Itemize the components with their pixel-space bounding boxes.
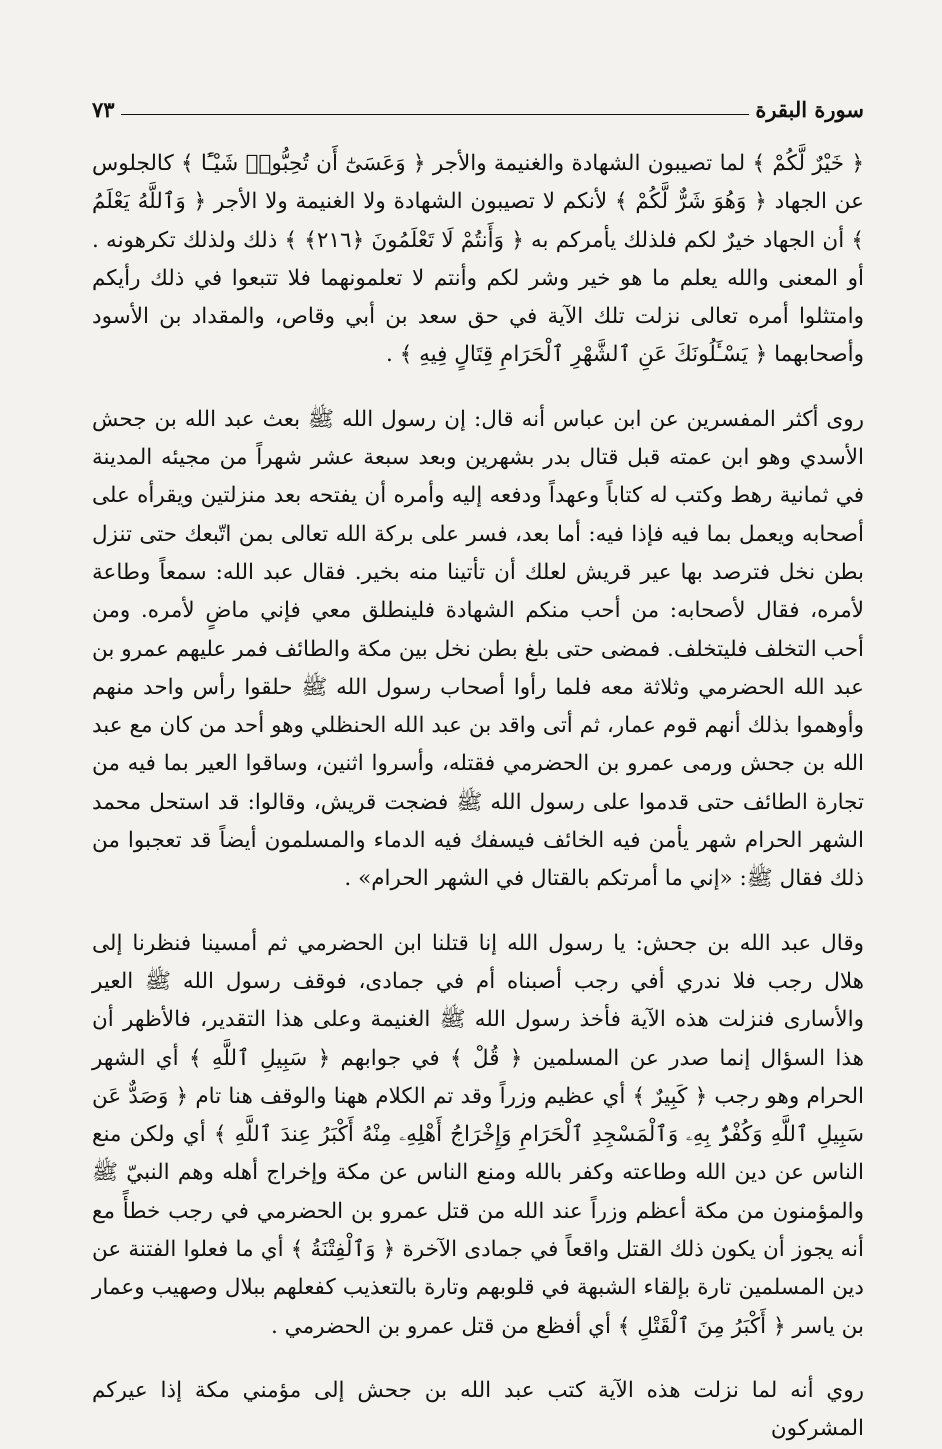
paragraph-tafsir-verse: ﴿ خَيْرٌ لَّكُمْ ﴾ لما تصيبون الشهادة والغنيمة والأجر ﴿ وَعَسَىٰٓ أَن تُحِبُّوا۟ شَيْـًٔا ﴾ كالجلوس عن الجهاد ﴿ وَهُوَ شَرٌّ لَّكُمْ ﴾ لأنكم لا تصيبون الشهادة ولا الغنيمة ولا الأجر ﴿ وَٱللَّهُ يَعْلَمُ ﴾ أن الجهاد خيرٌ لكم فلذلك يأمركم به ﴿ وَأَنتُمْ لَا تَعْلَمُونَ ﴿٢١٦﴾ ﴾ ذلك ولذلك تكرهونه . أو المعنى والله يعلم ما هو خير وشر لكم وأنتم لا تعلمونهما فلا تتبعوا في ذلك رأيكم وامتثلوا أمره تعالى نزلت تلك الآية في حق سعد بن أبي وقاص، والمقداد بن الأسود وأصحابهما ﴿ يَسْـَٔلُونَكَ عَنِ ٱلشَّهْرِ ٱلْحَرَامِ قِتَالٍ فِيهِ ﴾ . [92, 151, 864, 368]
page-body [92, 145, 864, 1449]
page-header [92, 92, 864, 122]
page-number: ٧٣ [92, 97, 115, 122]
surah-title: سورة البقرة [755, 97, 864, 122]
paragraph-abdullah-ibn-jahsh: وقال عبد الله بن جحش: يا رسول الله إنا قتلنا ابن الحضرمي ثم أمسينا فنظرنا إلى هلال رجب فلا ندري أفي رجب أصبناه أم في جمادى، فوقف رسول الله ﷺ العير والأسارى فنزلت هذه الآية فأخذ رسول الله ﷺ الغنيمة وعلى هذا التقدير، فالأظهر أن هذا السؤال إنما صدر عن المسلمين ﴿ قُلْ ﴾ في جوابهم ﴿ سَبِيلِ ٱللَّهِ ﴾ أي الشهر الحرام وهو رجب ﴿ كَبِيرٌ ﴾ أي عظيم وزراً وقد تم الكلام ههنا والوقف هنا تام ﴿ وَصَدٌّ عَن سَبِيلِ ٱللَّهِ وَكُفْرٌۢ بِهِۦ وَٱلْمَسْجِدِ ٱلْحَرَامِ وَإِخْرَاجُ أَهْلِهِۦ مِنْهُ أَكْبَرُ عِندَ ٱللَّهِ ﴾ أي ولكن منع الناس عن دين الله وطاعته وكفر بالله ومنع الناس عن مكة وإخراج أهله وهم النبيّ ﷺ والمؤمنون من مكة أعظم وزراً عند الله من قتل عمرو بن الحضرمي في رجب خطأً مع أنه يجوز أن يكون ذلك القتل واقعاً في جمادى الآخرة ﴿ وَٱلْفِتْنَةُ ﴾ أي ما فعلوا الفتنة عن دين المسلمين تارة بإلقاء الشبهة في قلوبهم وتارة بالتعذيب كفعلهم ببلال وصهيب وعمار بن ياسر ﴿ أَكْبَرُ مِنَ ٱلْقَتْلِ ﴾ أي أفظع من قتل عمرو بن الحضرمي . [92, 930, 864, 1339]
paragraph-continuation: روي أنه لما نزلت هذه الآية كتب عبد الله بن جحش إلى مؤمني مكة إذا عيركم المشركون [92, 1377, 864, 1442]
paragraph-ibn-abbas-narration: روى أكثر المفسرين عن ابن عباس أنه قال: إن رسول الله ﷺ بعث عبد الله بن جحش الأسدي وهو ابن عمته قبل قتال بدر بشهرين وبعد سبعة عشر شهراً من مجيئه المدينة في ثمانية رهط وكتب له كتاباً وعهداً ودفعه إليه وأمره أن يفتحه بعد منزلتين ويقرأه على أصحابه ويعمل بما فيه فإذا فيه: أما بعد، فسر على بركة الله تعالى بمن اتّبعك حتى تنزل بطن نخل فترصد بها عير قريش لعلك أن تأتينا منه بخير. فقال عبد الله: سمعاً وطاعة لأمره، فقال لأصحابه: من أحب منكم الشهادة فلينطلق معي فإني ماضٍ لأمره. ومن أحب التخلف فليتخلف. فمضى حتى بلغ بطن نخل بين مكة والطائف فمر عليهم عمرو بن عبد الله الحضرمي وثلاثة معه فلما رأوا أصحاب رسول الله ﷺ حلقوا رأس واحد منهم وأوهموا بذلك أنهم قوم عمار، ثم أتى واقد بن عبد الله الحنظلي وهو أحد من كان مع عبد الله بن جحش ورمى عمرو بن الحضرمي فقتله، وأسروا اثنين، وساقوا العير بما فيه من تجارة الطائف حتى قدموا على رسول الله ﷺ فضجت قريش، وقالوا: قد استحل محمد الشهر الحرام شهر يأمن فيه الخائف فيسفك فيه الدماء والمسلمون أيضاً قد تعجبوا من ذلك فقال ﷺ: «إني ما أمرتكم بالقتال في الشهر الحرام» . [92, 406, 864, 892]
header-rule [121, 114, 750, 115]
